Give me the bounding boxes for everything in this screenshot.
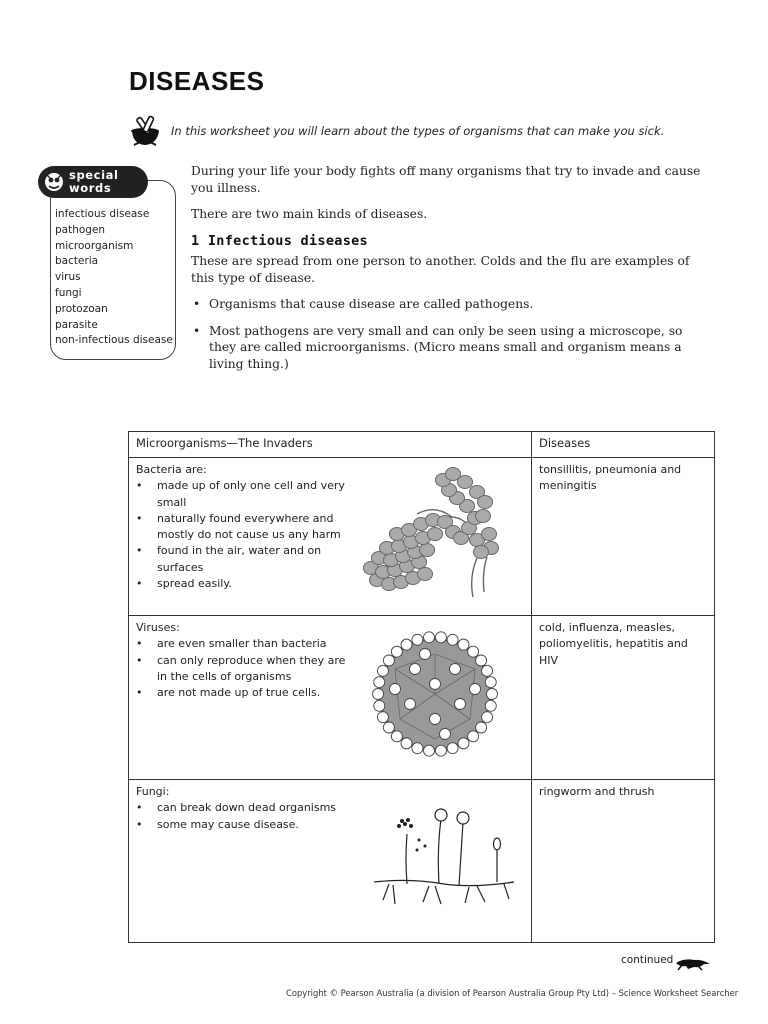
virus-spike [374,677,385,688]
organism-points [136,636,348,701]
disease-cell: tonsillitis, pneumonia and meningitis [532,458,715,616]
list-item: • some may cause disease. [136,817,348,833]
special-word: bacteria [55,255,99,268]
table-row [129,780,715,943]
special-word: non-infectious disease [55,334,173,347]
virus-spike [412,634,423,645]
running-animal-icon [674,955,712,971]
virus-spike [374,700,385,711]
list-item: • can break down dead organisms [136,800,348,816]
organism-cell [129,616,532,780]
special-word: virus [55,271,81,284]
virus-spike [424,745,435,756]
virus-spike [405,699,416,710]
special-word: parasite [55,318,98,331]
intro-line [129,114,689,150]
table-row [129,458,715,616]
virus-spike [435,632,446,643]
virus-spike [424,632,435,643]
list-item: • naturally found everywhere and mostly do not cause us any harm [136,511,348,544]
virus-spike [383,655,394,666]
virus-spike [476,655,487,666]
paragraph-3: These are spread from one person to another. Colds and the flu are examples of this type of disease. [191,254,690,285]
virus-spike [430,679,441,690]
bacterium-cell [476,510,491,523]
special-words-badge [38,166,148,198]
header-cell: Microorganisms—The Invaders [129,432,532,458]
virus-spike [430,714,441,725]
badge-label-2: words [69,181,112,195]
list-item: • can only reproduce when they are in the cells of organisms [136,653,348,686]
bacterium-cell [420,544,435,557]
main-text [191,163,701,382]
virus-spike [447,743,458,754]
section-heading: 1 Infectious diseases [191,232,368,249]
virus-spike [391,731,402,742]
paragraph-1: During your life your body fights off many organisms that try to invade and cause you illness. [191,164,701,195]
disease-cell: cold, influenza, measles, poliomyelitis, hepatitis and HIV [532,616,715,780]
bacterium-cell [418,568,433,581]
disease-cell: ringworm and thrush [532,780,715,943]
virus-spike [373,689,384,700]
bullet-list [191,296,701,372]
organism-points [136,800,348,833]
bacterium-cell [478,496,493,509]
virus-spike [377,712,388,723]
virus-spike [470,684,481,695]
copyright-text: Copyright © Pearson Australia (a division of Pearson Australia Group Pty Ltd) – Science Worksheet Searcher [286,988,739,998]
virus-spike [476,722,487,733]
mortar-pestle-icon [129,114,163,148]
intro-text: In this worksheet you will learn about the types of organisms that can make you sick. [171,124,665,138]
virus-spike [458,738,469,749]
virus-spike [391,646,402,657]
virus-illustration [365,624,505,764]
virus-spike [412,743,423,754]
bacterium-cell [428,528,443,541]
virus-spike [468,731,479,742]
special-word: fungi [55,286,82,299]
fungi-illustration [369,804,519,914]
special-words-list [55,207,173,349]
virus-spike [482,712,493,723]
list-item: • found in the air, water and on surfaces [136,543,348,576]
virus-spike [440,729,451,740]
virus-spike [450,664,461,675]
virus-spike [435,745,446,756]
list-item: • made up of only one cell and very small [136,478,348,511]
table-header-row [129,432,715,458]
organism-name: Bacteria [136,463,182,476]
organism-name: Fungi: [136,785,170,798]
organism-points [136,478,348,592]
badge-label-1: special [69,168,119,182]
bacterium-cell [474,546,489,559]
virus-spike [390,684,401,695]
continued-label: continued [621,954,674,966]
virus-spike [458,639,469,650]
list-item: • are even smaller than bacteria [136,636,348,652]
virus-spike [410,664,421,675]
list-item: • spread easily. [136,576,348,592]
virus-spike [420,649,431,660]
virus-spike [383,722,394,733]
special-word: protozoan [55,302,108,315]
bullet-item: • Organisms that cause disease are called pathogens. [191,296,701,313]
special-word: microorganism [55,239,134,252]
organism-cell: Bacteria are: • made up of only one cell and very small • naturally found everywhere and mostly do not cause us any harm • found in the air, water and on surfaces • spread easily. [129,458,532,616]
organism-cell [129,780,532,943]
bullet-item: • Most pathogens are very small and can only be seen using a microscope, so they are called microorganisms. (Micro means small and organism means a living thing.) [191,323,701,373]
organism-name: Viruses: [136,621,180,634]
special-word: pathogen [55,223,106,236]
list-item: • are not made up of true cells. [136,685,348,701]
virus-spike [485,700,496,711]
special-word: infectious disease [55,208,150,220]
paragraph-2: There are two main kinds of diseases. [191,207,428,221]
virus-spike [485,677,496,688]
bacterium-cell [458,476,473,489]
virus-spike [468,646,479,657]
bug-icon [43,171,65,193]
virus-spike [482,665,493,676]
header-cell: Diseases [532,432,715,458]
virus-spike [455,699,466,710]
virus-spike [447,634,458,645]
bacterium-cell [482,528,497,541]
virus-spike [377,665,388,676]
virus-spike [401,738,412,749]
invaders-table [128,431,715,943]
virus-spike [401,639,412,650]
bacteria-illustration [357,462,507,602]
virus-spike [487,689,498,700]
table-row [129,616,715,780]
page-title: DISEASES [129,66,265,96]
